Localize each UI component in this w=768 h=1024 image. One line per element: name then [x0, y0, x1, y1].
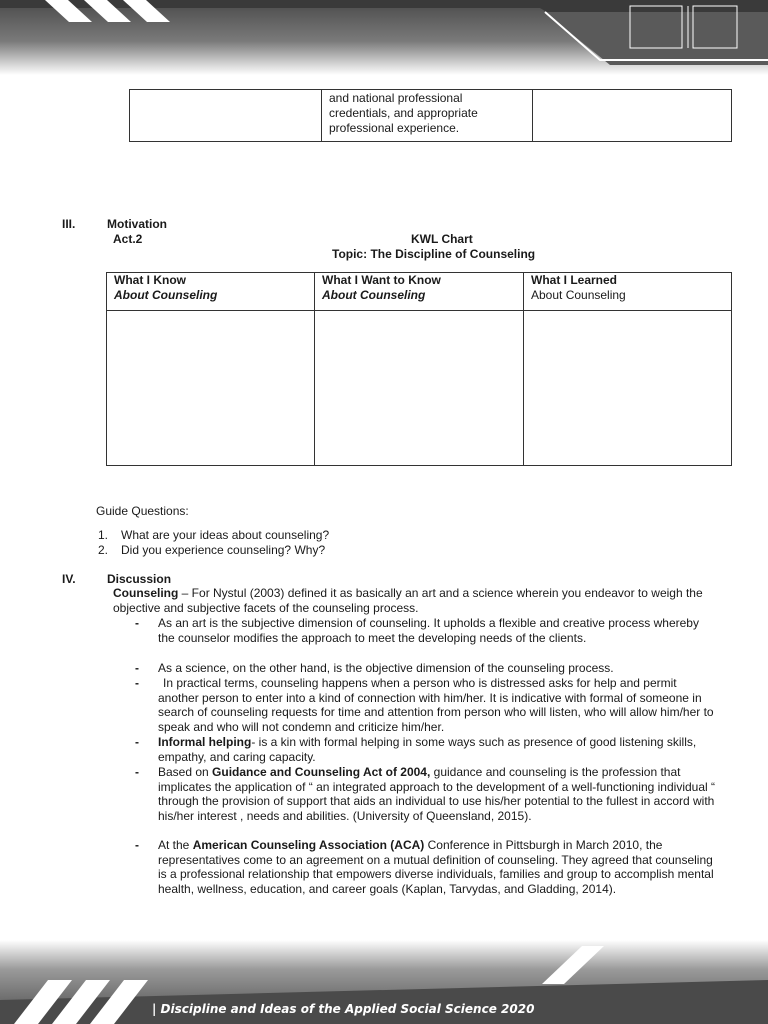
guide-questions-heading: Guide Questions:: [96, 504, 189, 518]
kwl-answer-cell[interactable]: [107, 311, 315, 466]
bullet-text: As a science, on the other hand, is the objective dimension of the counseling process.: [158, 661, 614, 675]
list-item: [135, 838, 715, 897]
bullet-pre: At the: [158, 838, 193, 852]
guide-questions-list: [98, 528, 329, 558]
bullet-body: guidance and counseling is the profession that implicates the application of “ an integrated approach to the development of a well-functioning individual “ through the provision of support that aids an individual to use his/her potential to the fullest in accord with his/her interest , needs and abilities. (University of Queensland, 2015).: [158, 765, 716, 824]
list-item: [135, 661, 715, 676]
continuation-table: [129, 89, 732, 142]
bullet-text: In practical terms, counseling happens when a person who is distressed asks for help and permit another person to enter into a kind of connection with him/her. It is indicative with formal of someone in search of counseling requests for time and attention from person who will listen, who will allow him/her to speak and who will not condemn and criticize him/her.: [158, 676, 714, 735]
discussion-intro: [113, 586, 721, 615]
section-heading: Motivation: [107, 217, 167, 231]
footer-title: | Discipline and Ideas of the Applied Social Science 2020: [152, 1002, 535, 1016]
kwl-header-want: [315, 273, 524, 311]
bullet-pre: Based on: [158, 765, 213, 779]
table-cell: [322, 90, 533, 142]
bullet-dash: -: [135, 676, 139, 690]
cell-text: and national professional credentials, and appropriate professional experience.: [329, 91, 478, 135]
topic-title: Topic: The Discipline of Counseling: [332, 247, 536, 261]
term: Counseling: [113, 586, 179, 600]
chart-title: KWL Chart: [411, 232, 473, 246]
intro-text: – For Nystul (2003) defined it as basically an art and a science wherein you endeavor to weigh the objective and subjective facets of the counseling process.: [113, 586, 703, 615]
kwl-header-know: [107, 273, 315, 311]
kwl-column-subtitle: About Counseling: [531, 288, 626, 302]
bullet-text: As an art is the subjective dimension of counseling. It upholds a flexible and creative process whereby the counselor modifies the approach to meet the developing needs of the clients.: [158, 616, 699, 645]
bold-term: Guidance and Counseling Act of 2004,: [212, 765, 431, 779]
bullet-text: [158, 838, 715, 897]
bullet-dash: -: [135, 616, 139, 630]
activity-label: Act.2: [113, 232, 143, 246]
question-text: Did you experience counseling? Why?: [121, 543, 326, 557]
bullet-body: - is a kin with formal helping in some ways such as presence of good listening skills, empathy, and caring capacity.: [158, 735, 697, 764]
bold-term: Informal helping: [158, 735, 252, 749]
section-numeral: IV.: [62, 572, 76, 586]
kwl-table: [106, 272, 732, 466]
list-item: [98, 543, 329, 558]
kwl-header-learned: [524, 273, 732, 311]
list-item: [98, 528, 329, 543]
section-heading: Discussion: [107, 572, 172, 586]
bullet-dash: -: [135, 661, 139, 675]
list-number: 1.: [98, 528, 109, 542]
header-banner: [0, 0, 768, 75]
bullet-body: Conference in Pittsburgh in March 2010, the representatives come to an agreement on a mutual definition of counseling. They agreed that counseling is a professional relationship that empowers diverse individuals, families and group to accomplish mental health, wellness, education, and career goals (Kaplan, Tarvydas, and Gladding, 2014).: [158, 838, 714, 897]
kwl-column-title: What I Learned: [531, 273, 618, 287]
table-cell: [130, 90, 322, 142]
kwl-column-subtitle: About Counseling: [322, 288, 426, 302]
table-cell: [533, 90, 732, 142]
bullet-dash: -: [135, 735, 139, 749]
kwl-answer-cell[interactable]: [524, 311, 732, 466]
bold-term: American Counseling Association (ACA): [192, 838, 425, 852]
bullet-text: [158, 765, 715, 824]
bullet-dash: -: [135, 838, 139, 852]
list-number: 2.: [98, 543, 109, 557]
kwl-column-title: What I Know: [114, 273, 186, 287]
list-item: [135, 765, 715, 824]
bullet-dash: -: [135, 765, 139, 779]
list-item: [135, 616, 715, 645]
bullet-text: [158, 735, 715, 764]
question-text: What are your ideas about counseling?: [121, 528, 330, 542]
list-item: [135, 735, 715, 764]
kwl-column-title: What I Want to Know: [322, 273, 441, 287]
section-numeral: III.: [62, 217, 76, 231]
list-item: [135, 676, 715, 735]
kwl-column-subtitle: About Counseling: [114, 288, 218, 302]
kwl-answer-cell[interactable]: [315, 311, 524, 466]
